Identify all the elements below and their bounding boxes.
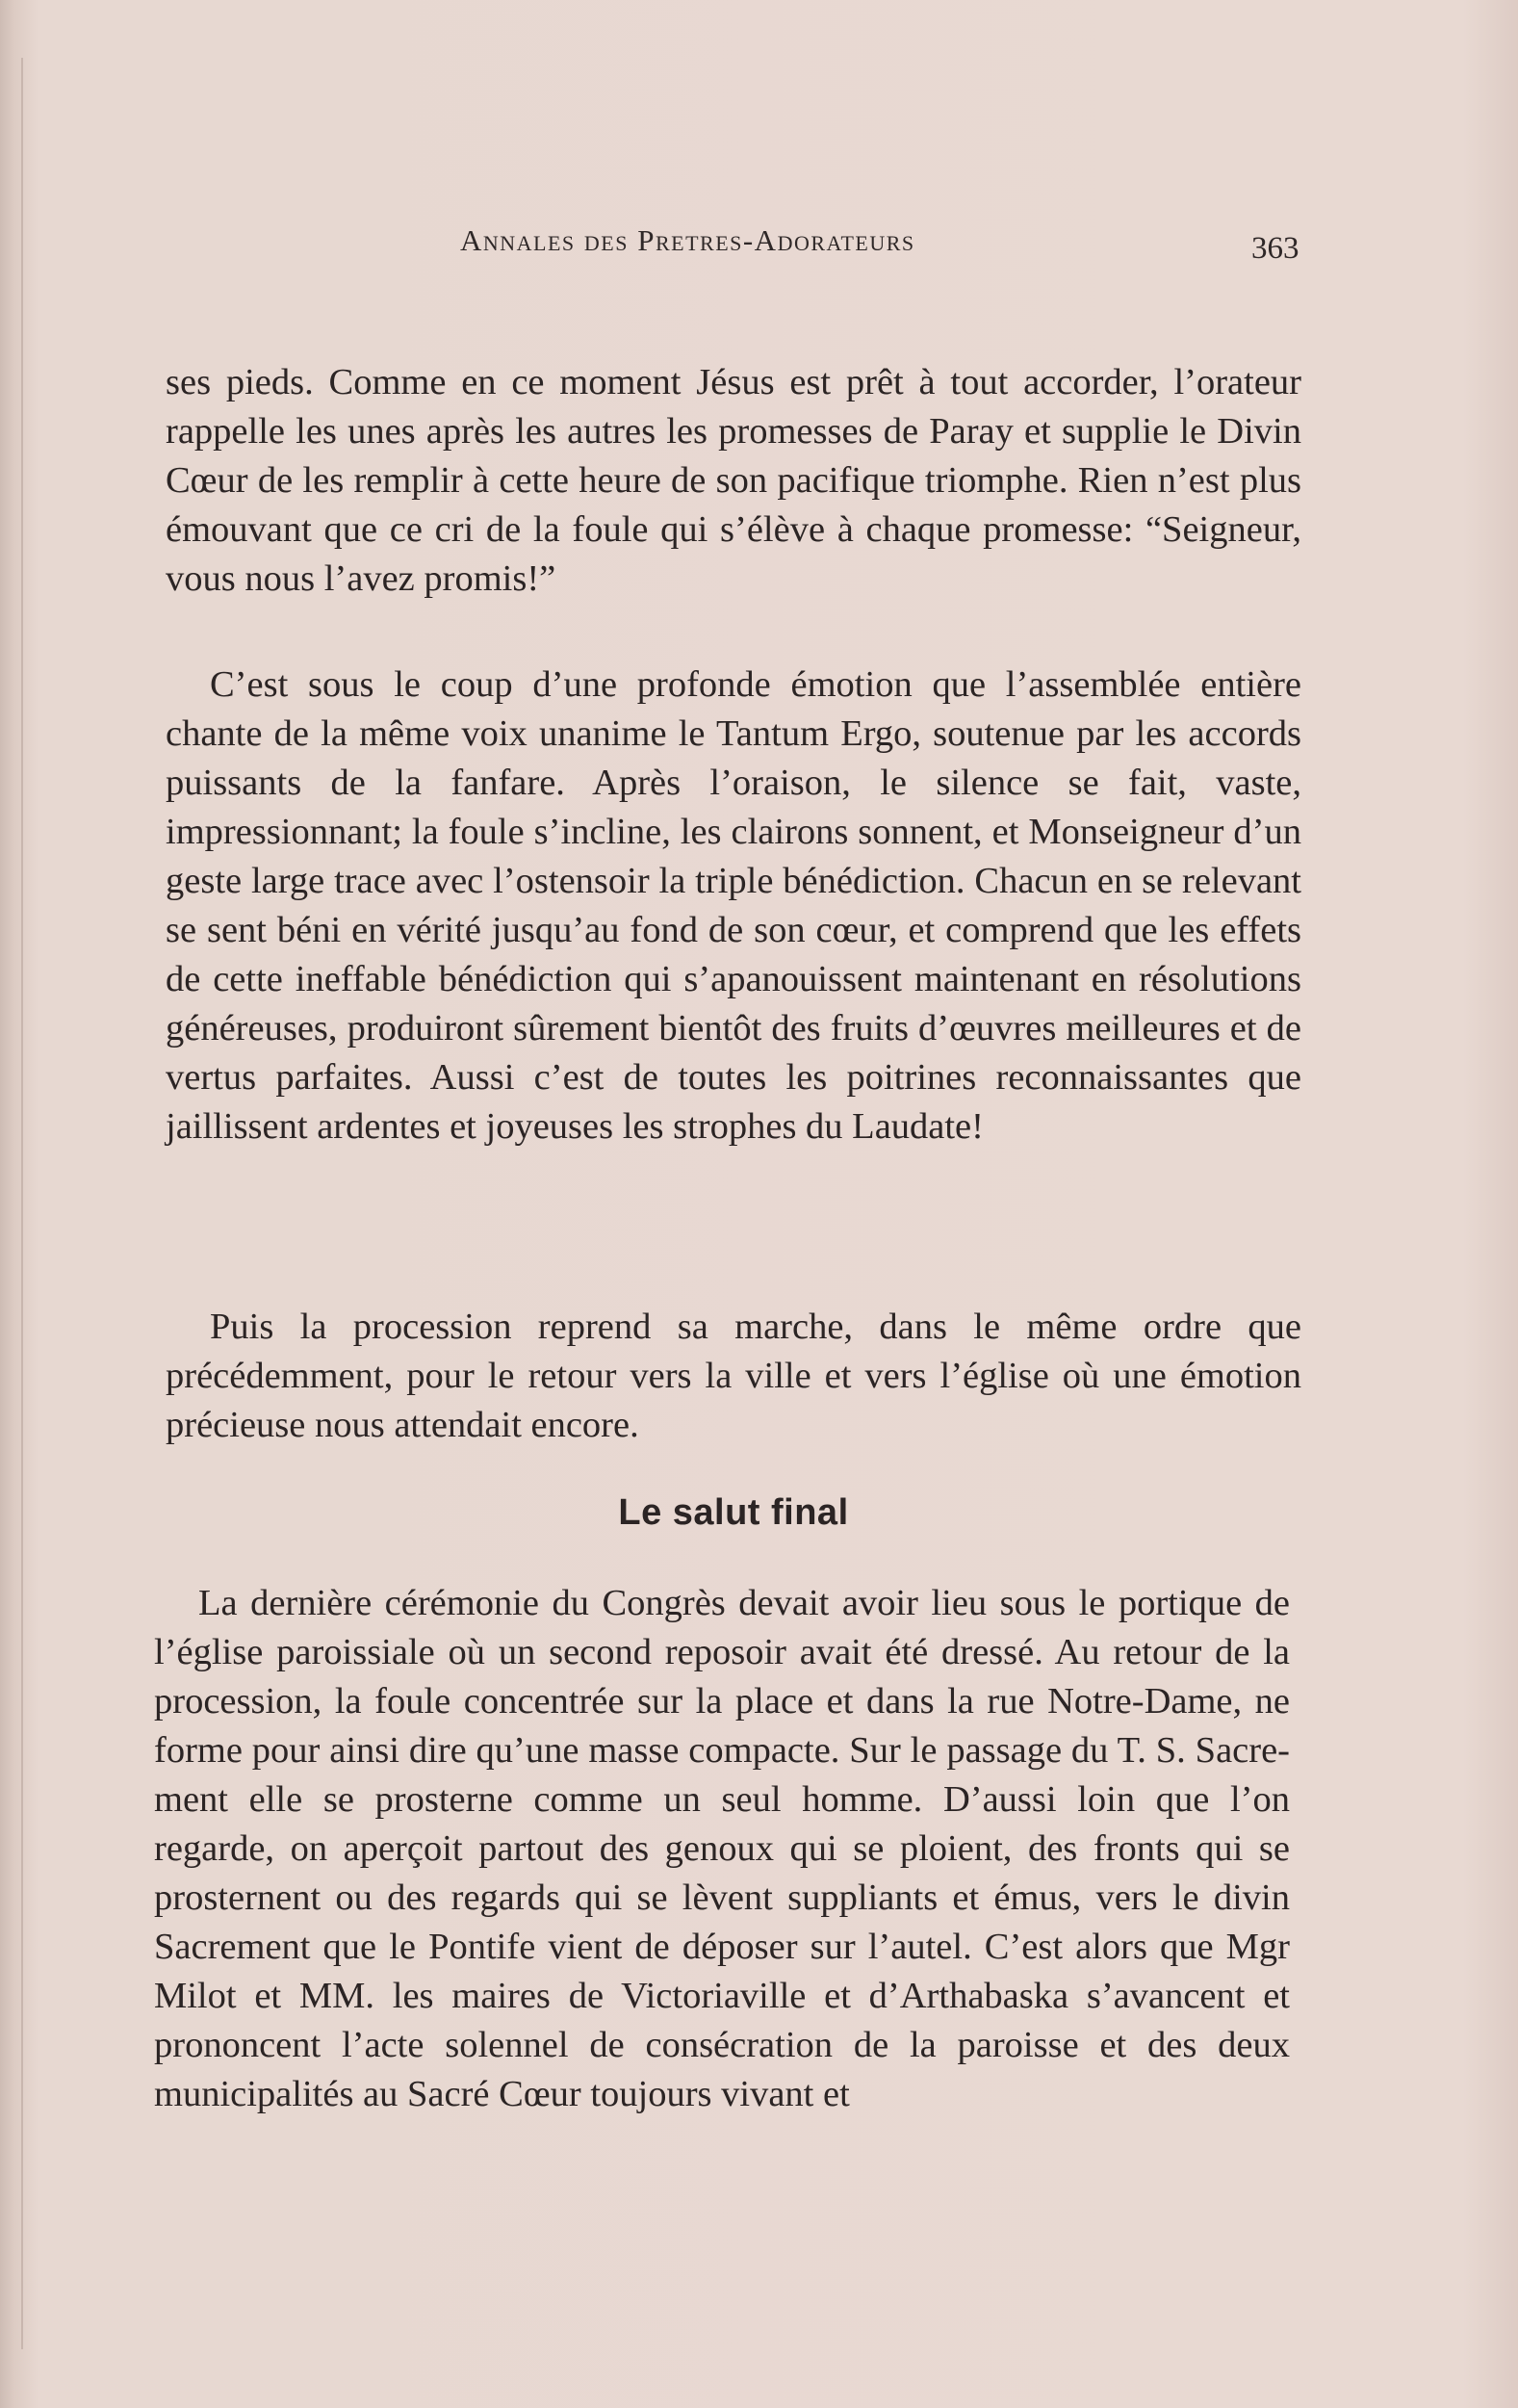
paragraph-1-block (166, 358, 1301, 604)
running-head: Annales des Pretres-Adorateurs (460, 223, 915, 257)
paragraph: ses pieds. Comme en ce moment Jésus est prêt à tout accorder, l’orateur rappelle les unes après les autres les promesses de Paray et supplie le Divin Cœur de les remplir à cette heure de son pacifique triomphe. Rien n’est plus émouvant que ce cri de la foule qui s’élève à chaque promesse: “Seigneur, vous nous l’avez promis!” (166, 362, 1301, 599)
paragraph-2-block (166, 660, 1301, 1152)
paragraph: C’est sous le coup d’une profonde émotion que l’assemblée entière chante de la même voix unanime le Tantum Ergo, soutenue par les accords puissants de la fanfare. Après l’oraison, le silence se fait, vaste, impressionnant; la foule s’incline, les clairons sonnent, et Monseigneur d’un geste large trace avec l’ostensoir la triple bénédiction. Chacun en se relevant se sent béni en vérité jusqu’au fond de son cœur, et comprend que les effets de cette ineffable bénédiction qui s’apanouissent maintenant en résolutions généreuses, produiront sûrement bientôt des fruits d’œuvres meilleures et de vertus parfaites. Aussi c’est de toutes les poitrines reconnaissantes que jaillissent ardentes et joyeuses les strophes du Laudate! (166, 664, 1301, 1147)
page-number: 363 (1251, 231, 1299, 266)
binding-gutter (21, 58, 23, 2349)
page-bottom-margin (0, 2398, 1518, 2408)
paragraph: La dernière cérémonie du Congrès devait avoir lieu sous le portique de l’église paroissiale où un second reposoir avait été dressé. Au retour de la procession, la foule concentrée sur la place et dans la rue Notre-Dame, ne forme pour ainsi dire qu’une masse compacte. Sur le passage du T. S. Sacrement elle se prosterne comme un seul homme. D’aussi loin que l’on regarde, on aperçoit partout des genoux qui se ploient, des fronts qui se prosternent ou des regards qui se lèvent suppliants et émus, vers le divin Sacrement que le Pontife vient de déposer sur l’autel. C’est alors que Mgr Milot et MM. les maires de Victoriaville et d’Arthabaska s’avancent et prononcent l’acte solennel de consécration de la paroisse et des deux municipalités au Sacré Cœur toujours vivant et (154, 1583, 1290, 2114)
paragraph-3-block (166, 1303, 1301, 1450)
paragraph: Puis la procession reprend sa marche, dans le même ordre que précédemment, pour le retour vers la ville et vers l’église où une émotion précieuse nous attendait encore. (166, 1307, 1301, 1445)
section-heading: Le salut final (618, 1492, 849, 1533)
paragraph-4-block (154, 1579, 1290, 2119)
